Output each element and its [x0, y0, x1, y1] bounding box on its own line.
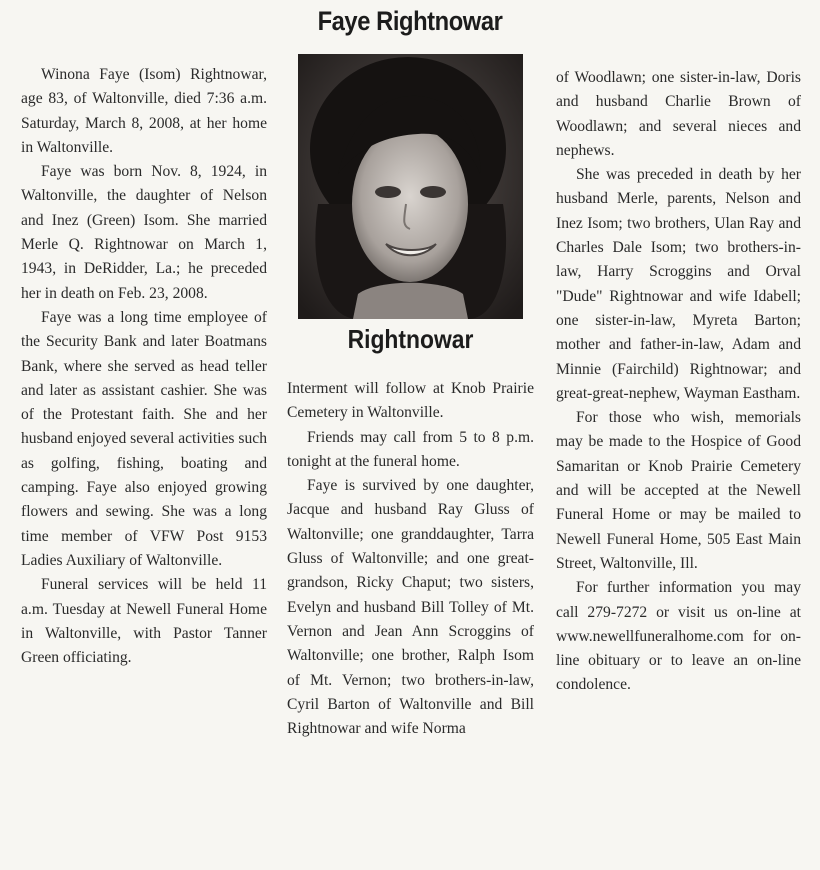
paragraph-preceded-in-death: She was preceded in death by her husband Merle, parents, Nelson and Inez Isom; two brothers, Ulan Ray and Charles Dale Isom; two brothers-in-law, Harry Scroggins and Orval "Dude" Rightnowar and wife Idabell; one sister-in-law, Myreta Barton; mother and father-in-law, Adam and Minnie (Fairchild) Rightnowar; and great-great-nephew, Wayman Eastham. [556, 166, 801, 402]
paragraph-memorials: For those who wish, memorials may be made to the Hospice of Good Samaritan or Knob Prairie Cemetery and will be accepted at the Newell Funeral Home or may be mailed to Newell Funeral Home, 505 East Main Street, Waltonville, Ill. [556, 409, 801, 572]
paragraph-interment: Interment will follow at Knob Prairie Cemetery in Waltonville. [287, 380, 534, 422]
paragraph-birth-marriage: Faye was born Nov. 8, 1924, in Waltonville, the daughter of Nelson and Inez (Green) Isom. She married Merle Q. Rightnowar on March 1, 1943, in DeRidder, La.; he preceded her in death on Feb. 23, 2008. [21, 163, 267, 302]
paragraph-career: Faye was a long time employee of the Security Bank and later Boatmans Bank, where she served as head teller and later as assistant cashier. She was of the Protestant faith. She and her husband enjoyed several activities such as golfing, fishing, boating and camping. Faye also enjoyed growing flowers and sewing. She was a long time member of VFW Post 9153 Ladies Auxiliary of Waltonville. [21, 308, 267, 569]
column-3 [556, 66, 801, 698]
column-1 [21, 63, 267, 670]
paragraph-further-information: For further information you may call 279-7272 or visit us on-line at www.newellfuneralhome.com for on-line obituary or to leave an on-line condolence. [556, 579, 801, 694]
column-2 [287, 377, 534, 741]
paragraph-death-notice: Winona Faye (Isom) Rightnowar, age 83, of Waltonville, died 7:36 a.m. Saturday, March 8, 2008, at her home in Waltonville. [21, 66, 267, 156]
portrait-photo [298, 54, 523, 319]
paragraph-survivors: Faye is survived by one daughter, Jacque and husband Ray Gluss of Waltonville; one granddaughter, Tarra Gluss of Waltonville; and one great-grandson, Ricky Chaput; two sisters, Evelyn and husband Bill Tolley of Mt. Vernon and Jean Ann Scroggins of Waltonville; one brother, Ralph Isom of Mt. Vernon; two brothers-in-law, Cyril Barton of Waltonville and Bill Rightnowar and wife Norma [287, 477, 534, 738]
portrait-image [298, 54, 523, 319]
photo-caption: Rightnowar [347, 324, 474, 354]
paragraph-funeral-services: Funeral services will be held 11 a.m. Tuesday at Newell Funeral Home in Waltonville, with Pastor Tanner Green officiating. [21, 576, 267, 667]
paragraph-survivors-continued: of Woodlawn; one sister-in-law, Doris and husband Charlie Brown of Woodlawn; and several nieces and nephews. [556, 69, 801, 159]
obituary-headline: Faye Rightnowar [317, 6, 503, 36]
paragraph-visitation: Friends may call from 5 to 8 p.m. tonight at the funeral home. [287, 428, 534, 470]
